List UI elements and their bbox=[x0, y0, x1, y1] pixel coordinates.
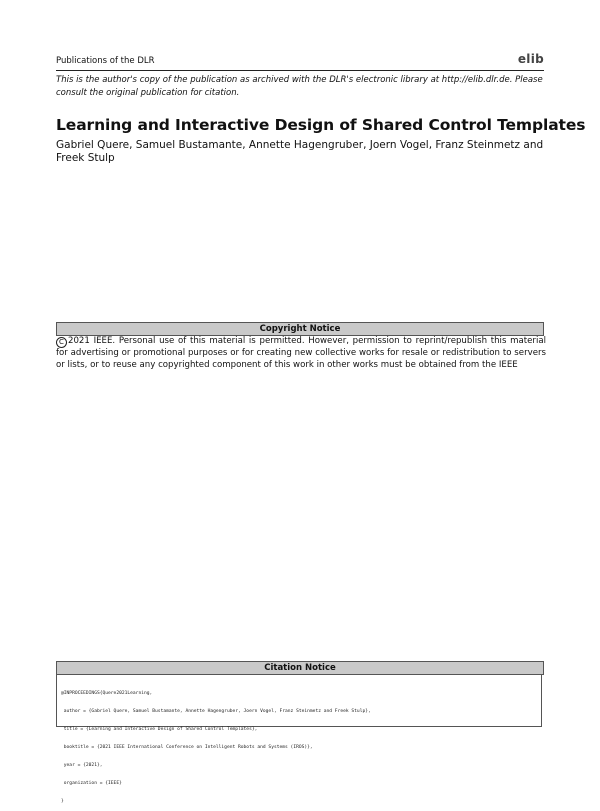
bibtex-line: author = {Gabriel Quere, Samuel Bustamante, Annette Hagengruber, Joern Vogel, Franz Steinmetz and Freek Stulp}, bbox=[61, 709, 371, 714]
paper-title: Learning and Interactive Design of Shared Control Templates bbox=[56, 116, 586, 134]
copyright-notice-heading: Copyright Notice bbox=[56, 322, 544, 336]
citation-notice-heading: Citation Notice bbox=[56, 661, 544, 675]
publication-source: Publications of the DLR bbox=[56, 56, 155, 66]
bibtex-line: year = {2021}, bbox=[61, 763, 103, 768]
bibtex-line: title = {Learning and Interactive Design of Shared Control Templates}, bbox=[61, 727, 258, 732]
copyright-text: 2021 IEEE. Personal use of this material is permitted. However, permission to reprint/republish this material for advertising or promotional purposes or for creating new collective works for resale or redistribution to servers or lists, or to reuse any copyrighted component of this work in other works must be obtained from the IEEE bbox=[56, 336, 546, 370]
bibtex-line: organization = {IEEE} bbox=[61, 781, 122, 786]
bibtex-line: @INPROCEEDINGS{Quere2021Learning, bbox=[61, 691, 153, 696]
copyright-notice-text bbox=[56, 336, 546, 371]
elib-logo: elib bbox=[517, 52, 544, 66]
copyright-icon: C bbox=[56, 337, 67, 348]
citation-bibtex bbox=[56, 675, 542, 804]
bibtex-line: } bbox=[61, 799, 64, 804]
archive-note: This is the author's copy of the publication as archived with the DLR's electronic library at http://elib.dlr.de. Please consult the original publication for citation. bbox=[56, 75, 543, 98]
page-header bbox=[56, 52, 544, 71]
paper-authors: Gabriel Quere, Samuel Bustamante, Annette Hagengruber, Joern Vogel, Franz Steinmetz and Freek Stulp bbox=[56, 139, 544, 164]
bibtex-line: booktitle = {2021 IEEE International Conference on Intelligent Robots and Systems (IROS)}, bbox=[61, 745, 313, 750]
